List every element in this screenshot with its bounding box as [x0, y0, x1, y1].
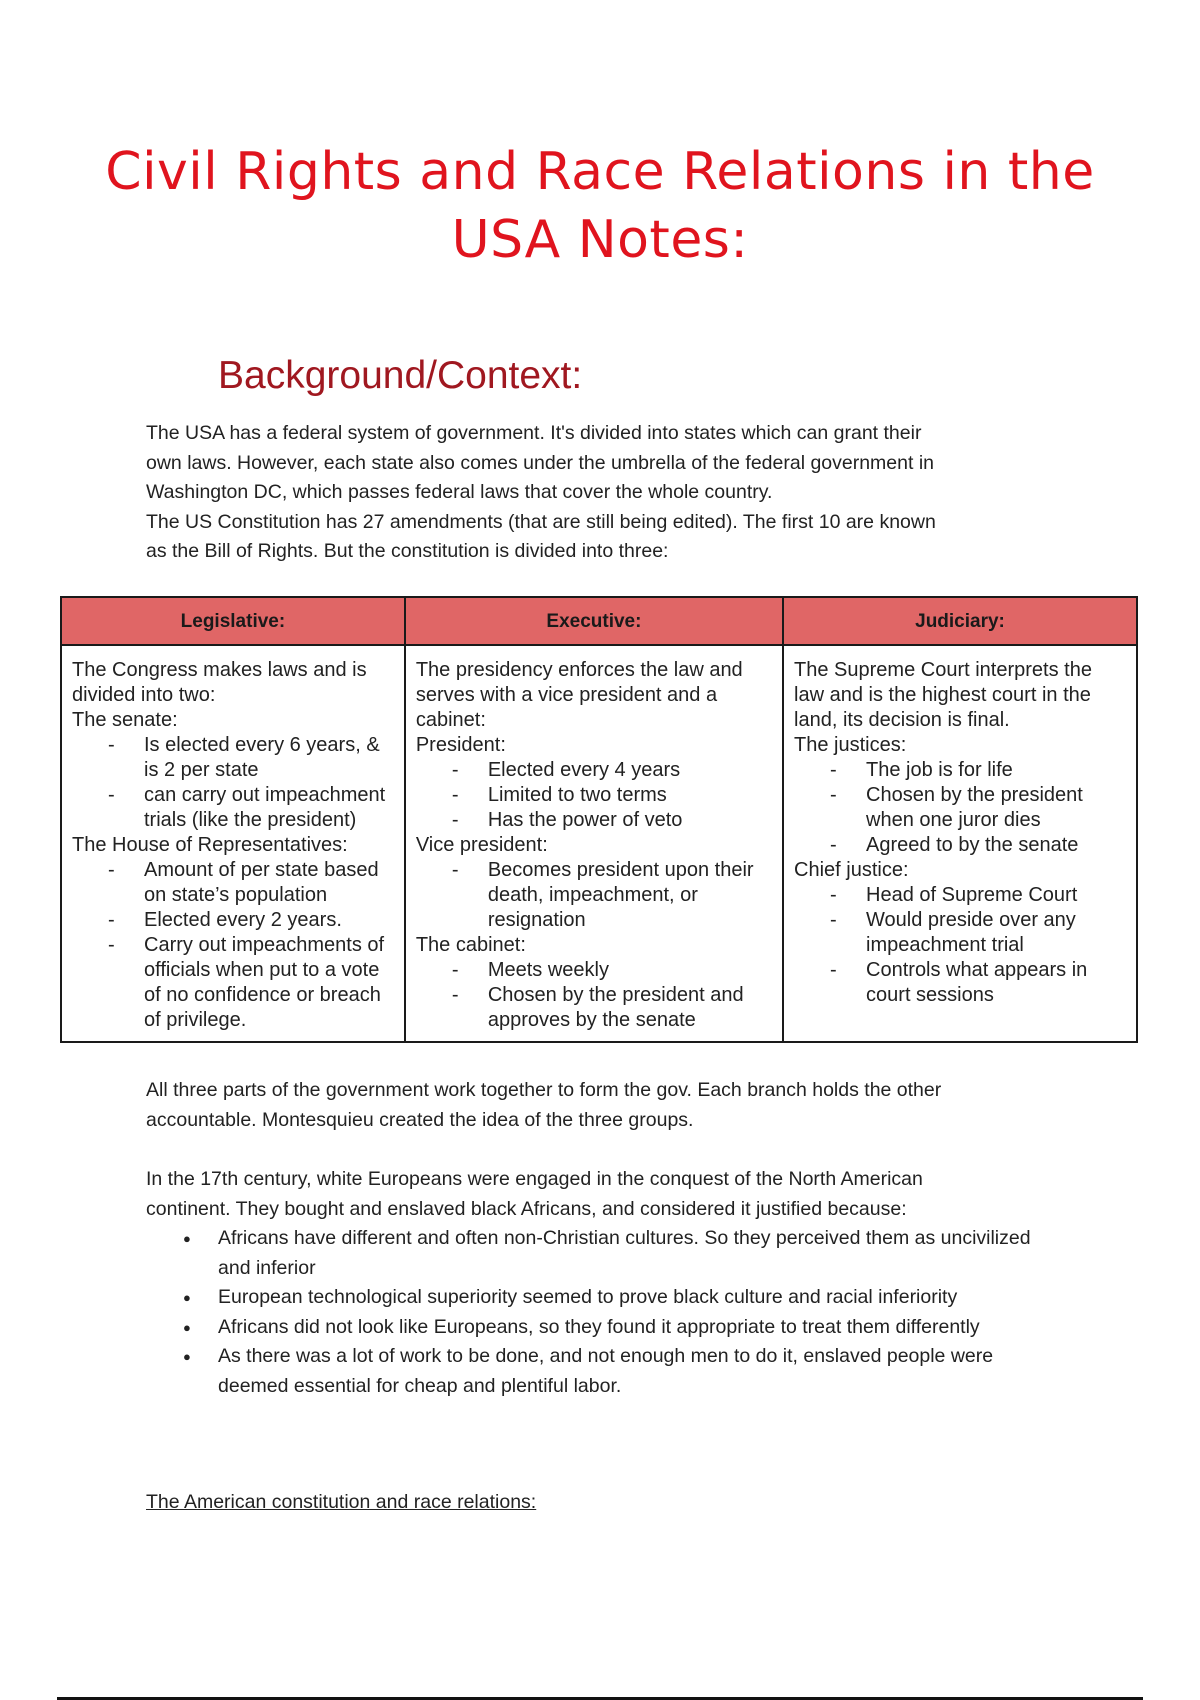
intro-line: The US Constitution has 27 amendments (that are still being edited). The first 10 are known — [146, 510, 936, 533]
house-label: The House of Representatives: — [72, 834, 348, 856]
list-item: - Chosen by the president and approves by the senate — [488, 983, 772, 1033]
paragraph-line: All three parts of the government work together to form the gov. Each branch holds the other — [146, 1079, 942, 1101]
judiciary-cell — [783, 645, 1137, 1042]
executive-cell — [405, 645, 783, 1042]
list-item: ● Africans have different and often non-Christian cultures. So they perceived them as uncivilized and inferior — [218, 1224, 1066, 1283]
after-table-paragraph — [146, 1076, 1066, 1135]
list-item: - Controls what appears in court sessions — [866, 958, 1126, 1008]
document-title — [100, 138, 1100, 274]
list-item: - Amount of per state based on state’s population — [144, 858, 394, 908]
vp-label: Vice president: — [415, 834, 548, 856]
cabinet-label: The cabinet: — [415, 934, 526, 956]
intro-paragraph — [146, 419, 1066, 567]
chief-justice-list — [794, 883, 1126, 1008]
list-item: - Head of Supreme Court — [866, 883, 1126, 908]
president-list — [416, 758, 772, 833]
list-item: - Carry out impeachments of officials when put to a vote of no confidence or breach of privilege. — [144, 933, 394, 1033]
list-item: ● Africans did not look like Europeans, so they found it appropriate to treat them differently — [218, 1313, 1066, 1343]
executive-intro: The presidency enforces the law and serves with a vice president and a cabinet: — [415, 659, 743, 731]
section-heading-background: Background/Context: — [218, 354, 583, 397]
intro-line: The USA has a federal system of government. It's divided into states which can grant their — [146, 422, 922, 444]
legislative-intro: The Congress makes laws and is divided into two: — [72, 659, 367, 706]
justices-label: The justices: — [794, 734, 907, 756]
list-item: - Meets weekly — [488, 958, 772, 983]
list-item: - Chosen by the president when one juror dies — [866, 783, 1126, 833]
legislative-cell — [61, 645, 405, 1042]
paragraph-line: accountable. Montesquieu created the idea of the three groups. — [146, 1108, 694, 1131]
list-item: - Becomes president upon their death, impeachment, or resignation — [488, 858, 772, 933]
table-row — [61, 645, 1137, 1042]
cabinet-list — [416, 958, 772, 1033]
government-branches-table — [60, 596, 1138, 1043]
header-executive: Executive: — [405, 597, 783, 645]
history-paragraph — [146, 1165, 1066, 1401]
document-title-text: Civil Rights and Race Relations in the USA Notes: — [105, 142, 1095, 270]
justices-list — [794, 758, 1126, 858]
president-label: President: — [415, 734, 506, 756]
list-item: - Is elected every 6 years, & is 2 per state — [144, 733, 394, 783]
list-item: ● As there was a lot of work to be done, and not enough men to do it, enslaved people were deemed essential for cheap and plentiful labor. — [218, 1342, 1066, 1401]
house-list — [72, 858, 394, 1033]
list-item: - Elected every 4 years — [488, 758, 772, 783]
chief-justice-label: Chief justice: — [794, 859, 909, 881]
paragraph-line: In the 17th century, white Europeans were engaged in the conquest of the North American — [146, 1168, 923, 1190]
header-legislative: Legislative: — [61, 597, 405, 645]
paragraph-line: continent. They bought and enslaved black Africans, and considered it justified because: — [146, 1197, 907, 1220]
list-item: - Would preside over any impeachment trial — [866, 908, 1126, 958]
list-item: ● European technological superiority seemed to prove black culture and racial inferiority — [218, 1283, 1066, 1313]
list-item: - The job is for life — [866, 758, 1126, 783]
section-heading-constitution-race: The American constitution and race relations: — [146, 1491, 537, 1513]
judiciary-intro: The Supreme Court interprets the law and is the highest court in the land, its decision is final. — [794, 659, 1092, 731]
list-item: - can carry out impeachment trials (like the president) — [144, 783, 394, 833]
list-item: - Agreed to by the senate — [866, 833, 1126, 858]
list-item: - Limited to two terms — [488, 783, 772, 808]
intro-line: as the Bill of Rights. But the constitution is divided into three: — [146, 540, 669, 562]
intro-line: own laws. However, each state also comes under the umbrella of the federal government in — [146, 451, 935, 474]
intro-line: Washington DC, which passes federal laws that cover the whole country. — [146, 481, 773, 503]
vp-list — [416, 858, 772, 933]
justification-bullet-list — [146, 1224, 1066, 1401]
list-item: - Has the power of veto — [488, 808, 772, 833]
list-item: - Elected every 2 years. — [144, 908, 394, 933]
senate-list — [72, 733, 394, 833]
senate-label: The senate: — [72, 709, 178, 731]
table-header-row — [61, 597, 1137, 645]
header-judiciary: Judiciary: — [783, 597, 1137, 645]
